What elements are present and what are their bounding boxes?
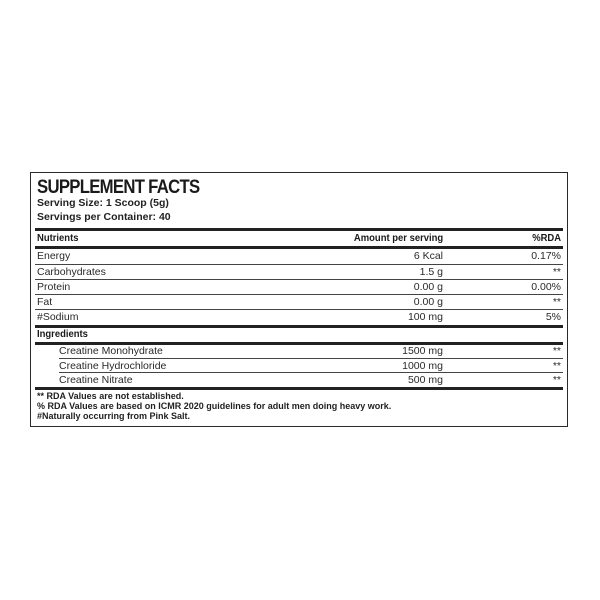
table-row [35, 265, 563, 280]
footnote: ** RDA Values are not established. [37, 391, 184, 401]
ingredient-amount: 1000 mg [402, 360, 443, 372]
nutrient-rda: ** [552, 266, 561, 278]
ingredient-rda: ** [552, 374, 561, 386]
nutrient-amount: 100 mg [407, 311, 443, 323]
table-row [35, 295, 563, 310]
nutrient-name: #Sodium [37, 311, 79, 323]
nutrient-name: Carbohydrates [37, 266, 106, 278]
serving-size: Serving Size: 1 Scoop (5g) [37, 197, 169, 209]
table-row [35, 373, 563, 388]
table-row [35, 344, 563, 359]
ingredients-header: Ingredients [37, 328, 88, 340]
nutrient-name: Energy [37, 250, 71, 262]
table-row [35, 280, 563, 295]
ingredient-rda: ** [552, 345, 561, 357]
footnote: #Naturally occurring from Pink Salt. [37, 411, 191, 421]
ingredient-amount: 1500 mg [402, 345, 443, 357]
nutrient-rda: 0.17% [531, 250, 561, 262]
ingredients-header-row [35, 327, 563, 342]
ingredient-amount: 500 mg [407, 374, 443, 386]
header-rda: %RDA [532, 232, 561, 244]
nutrient-name: Protein [37, 281, 71, 293]
nutrient-amount: 6 Kcal [413, 250, 443, 262]
nutrient-rda: 0.00% [531, 281, 561, 293]
nutrient-rda: 5% [545, 311, 561, 323]
ingredient-name: Creatine Hydrochloride [59, 360, 167, 372]
ingredient-rda: ** [552, 360, 561, 372]
nutrient-name: Fat [37, 296, 53, 308]
table-header-row [35, 231, 563, 246]
ingredient-name: Creatine Monohydrate [59, 345, 163, 357]
servings-per-container: Servings per Container: 40 [37, 211, 171, 223]
table-row [35, 310, 563, 325]
nutrient-amount: 0.00 g [413, 281, 443, 293]
nutrient-rda: ** [552, 296, 561, 308]
footnote: % RDA Values are based on ICMR 2020 guidelines for adult men doing heavy work. [37, 401, 392, 411]
table-row [35, 249, 563, 264]
divider [35, 387, 563, 390]
nutrient-amount: 0.00 g [413, 296, 443, 308]
ingredient-name: Creatine Nitrate [59, 374, 133, 386]
header-amount: Amount per serving [353, 232, 443, 244]
nutrient-amount: 1.5 g [419, 266, 443, 278]
supplement-facts-panel [30, 172, 568, 427]
header-nutrients: Nutrients [37, 232, 79, 244]
panel-title: SUPPLEMENT FACTS [37, 177, 200, 198]
